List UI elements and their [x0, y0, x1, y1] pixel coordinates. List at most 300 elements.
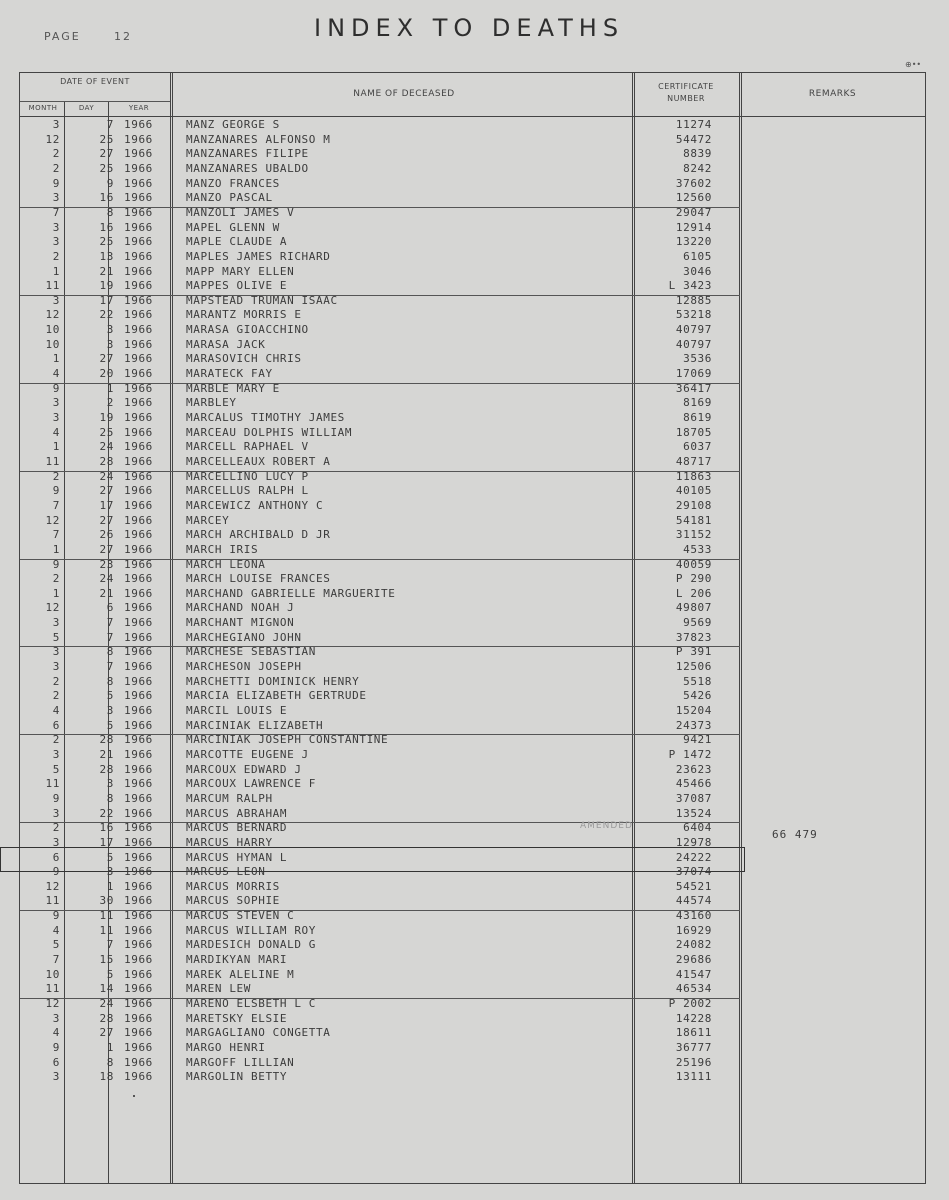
cell-month: 12: [45, 132, 60, 146]
cell-day: 27: [99, 513, 114, 527]
cell-year: 1966: [124, 118, 153, 131]
cell-certificate: 37602: [675, 176, 712, 190]
cell-certificate: 8619: [683, 411, 712, 424]
cell-day: 17: [99, 498, 114, 512]
cell-year: 1966: [124, 264, 153, 278]
cell-day: 8: [106, 674, 114, 688]
page-label: PAGE: [44, 30, 81, 43]
cell-name: MANZO FRANCES: [186, 176, 280, 190]
cell-year: 1966: [124, 279, 153, 293]
cell-name: MARBLEY: [186, 396, 237, 410]
cell-month: 7: [52, 528, 60, 542]
cell-day: 14: [99, 982, 114, 996]
table-row: [20, 807, 740, 822]
cell-day: 26: [99, 528, 114, 542]
cell-certificate: 43160: [675, 909, 712, 923]
cell-month: 1: [52, 264, 60, 278]
cell-year: 1966: [124, 982, 153, 996]
cell-day: 5: [106, 967, 114, 981]
cell-year: 1966: [124, 132, 153, 146]
cell-certificate: 41547: [675, 967, 712, 981]
table-row: [20, 352, 740, 367]
cell-month: 2: [52, 689, 60, 703]
table-row: [20, 792, 740, 807]
cell-day: 25: [99, 425, 114, 439]
cell-day: 22: [99, 308, 114, 322]
cell-name: MARCUS LEON: [186, 865, 266, 879]
cell-day: 7: [106, 118, 114, 131]
cell-certificate: 48717: [675, 454, 712, 468]
table-row: [20, 894, 740, 909]
cell-month: 3: [52, 835, 60, 849]
cell-year: 1966: [124, 953, 153, 967]
cell-certificate: 29686: [675, 953, 712, 967]
cell-name: MAPLE CLAUDE A: [186, 235, 288, 249]
table-row: [20, 601, 740, 616]
table-row: [20, 191, 740, 206]
header-day: DAY: [78, 104, 95, 112]
cell-year: 1966: [124, 542, 153, 556]
cell-year: 1966: [124, 865, 153, 879]
cell-day: 27: [99, 352, 114, 366]
table-row: [20, 235, 740, 250]
cell-year: 1966: [124, 176, 153, 190]
cell-month: 2: [52, 572, 60, 586]
table-row: [20, 645, 740, 660]
cell-month: 9: [52, 484, 60, 498]
cell-year: 1966: [124, 879, 153, 893]
table-row: [20, 484, 740, 499]
cell-day: 27: [99, 1026, 114, 1040]
cell-day: 1: [106, 1040, 114, 1054]
cell-year: 1966: [124, 938, 153, 952]
cell-month: 3: [52, 118, 60, 131]
cell-month: 7: [52, 205, 60, 219]
cell-certificate: 44574: [675, 894, 712, 908]
cell-certificate: 29047: [675, 205, 712, 219]
cell-month: 7: [52, 953, 60, 967]
table-row: [20, 704, 740, 719]
table-row: [20, 880, 740, 895]
cell-name: MARCHEGIANO JOHN: [186, 630, 302, 644]
cell-certificate: 11274: [675, 118, 712, 131]
cell-certificate: 6105: [683, 249, 712, 263]
cell-year: 1966: [124, 381, 153, 395]
cell-day: 3: [106, 777, 114, 791]
table-row: [20, 938, 740, 953]
cell-day: 11: [99, 909, 114, 923]
table-row: [20, 1012, 740, 1027]
cell-month: 9: [52, 865, 60, 879]
cell-year: 1966: [124, 718, 153, 732]
cell-day: 20: [99, 367, 114, 381]
cell-name: MARBLE MARY E: [186, 381, 280, 395]
cell-year: 1966: [124, 220, 153, 234]
table-row: [20, 558, 740, 573]
cell-month: 6: [52, 850, 60, 864]
cell-certificate: 18611: [675, 1026, 712, 1040]
cell-certificate: 16929: [675, 923, 712, 937]
table-row: [20, 1070, 740, 1085]
table-row: [20, 616, 740, 631]
cell-certificate: 11863: [675, 469, 712, 483]
cell-certificate: 8839: [683, 147, 712, 161]
cell-year: 1966: [124, 249, 153, 263]
table-row: [20, 631, 740, 646]
cell-certificate: 54472: [675, 132, 712, 146]
cell-day: 8: [106, 791, 114, 805]
cell-year: 1966: [124, 323, 153, 337]
table-row: [20, 440, 740, 455]
cell-name: MARCINIAK ELIZABETH: [186, 718, 324, 732]
cell-year: 1966: [124, 835, 153, 849]
cell-certificate: 13111: [675, 1070, 712, 1084]
cell-name: MARCH ARCHIBALD D JR: [186, 528, 331, 542]
cell-day: 2: [106, 396, 114, 410]
cell-day: 24: [99, 997, 114, 1010]
table-row: [20, 382, 740, 397]
cell-day: 24: [99, 440, 114, 454]
cell-year: 1966: [124, 440, 153, 454]
cell-year: 1966: [124, 689, 153, 703]
table-row: [20, 924, 740, 939]
cell-month: 3: [52, 220, 60, 234]
cell-certificate: L 206: [675, 586, 712, 600]
cell-day: 30: [99, 894, 114, 908]
cell-month: 9: [52, 381, 60, 395]
cell-year: 1966: [124, 367, 153, 381]
cell-certificate: 4533: [683, 542, 712, 556]
table-row: [20, 733, 740, 748]
header-date-of-event: DATE OF EVENT: [60, 77, 130, 86]
cell-name: MARATECK FAY: [186, 367, 273, 381]
cell-name: MARANTZ MORRIS E: [186, 308, 302, 322]
cell-certificate: 40797: [675, 337, 712, 351]
cell-day: 16: [99, 220, 114, 234]
cell-month: 10: [45, 323, 60, 337]
cell-month: 11: [45, 777, 60, 791]
cell-name: MARCUS BERNARD: [186, 821, 288, 835]
cell-year: 1966: [124, 454, 153, 468]
table-row: [20, 206, 740, 221]
cell-day: 21: [99, 264, 114, 278]
cell-year: 1966: [124, 586, 153, 600]
cell-year: 1966: [124, 205, 153, 219]
table-row: [20, 396, 740, 411]
cell-name: MARCELLUS RALPH L: [186, 484, 309, 498]
cell-month: 5: [52, 938, 60, 952]
cell-name: MAPSTEAD TRUMAN ISAAC: [186, 293, 338, 307]
cell-name: MARCEY: [186, 513, 230, 527]
cell-day: 17: [99, 835, 114, 849]
cell-certificate: 40105: [675, 484, 712, 498]
cell-certificate: 12560: [675, 191, 712, 205]
cell-certificate: 9569: [683, 616, 712, 630]
cell-name: MARETSKY ELSIE: [186, 1011, 288, 1025]
cell-day: 25: [99, 161, 114, 175]
cell-month: 12: [45, 513, 60, 527]
cell-month: 6: [52, 718, 60, 732]
cell-day: 9: [106, 176, 114, 190]
cell-day: 8: [106, 1055, 114, 1069]
table-row: [20, 514, 740, 529]
table-row: [20, 177, 740, 192]
cell-day: 3: [106, 323, 114, 337]
cell-certificate: 40059: [675, 557, 712, 571]
page-number: 12: [114, 30, 132, 43]
cell-month: 9: [52, 1040, 60, 1054]
cell-name: MARCINIAK JOSEPH CONSTANTINE: [186, 733, 389, 747]
highlight-box: [0, 847, 745, 872]
cell-certificate: 54181: [675, 513, 712, 527]
cell-month: 2: [52, 147, 60, 161]
cell-name: MAPPES OLIVE E: [186, 279, 288, 293]
cell-year: 1966: [124, 161, 153, 175]
header-certificate: CERTIFICATE NUMBER: [658, 82, 714, 103]
cell-name: MARCUM RALPH: [186, 791, 273, 805]
cell-certificate: P 1472: [668, 747, 712, 761]
cell-day: 7: [106, 616, 114, 630]
table-row: [20, 1056, 740, 1071]
cell-month: 12: [45, 308, 60, 322]
cell-name: MARCH LEONA: [186, 557, 266, 571]
cell-year: 1966: [124, 498, 153, 512]
cell-month: 3: [52, 645, 60, 659]
cell-month: 5: [52, 630, 60, 644]
cell-year: 1966: [124, 601, 153, 615]
table-row: [20, 777, 740, 792]
cell-month: 2: [52, 161, 60, 175]
cell-certificate: 14228: [675, 1011, 712, 1025]
cell-certificate: 24222: [675, 850, 712, 864]
cell-certificate: 13524: [675, 806, 712, 820]
cell-name: MARCHAND GABRIELLE MARGUERITE: [186, 586, 396, 600]
cell-month: 9: [52, 176, 60, 190]
cell-day: 25: [99, 235, 114, 249]
cell-name: MARCHAND NOAH J: [186, 601, 295, 615]
cell-certificate: 24082: [675, 938, 712, 952]
table-row: [20, 572, 740, 587]
remark-bernard: 66 479: [772, 828, 818, 841]
cell-year: 1966: [124, 762, 153, 776]
cell-year: 1966: [124, 572, 153, 586]
table-row: [20, 221, 740, 236]
cell-certificate: 53218: [675, 308, 712, 322]
cell-day: 21: [99, 586, 114, 600]
cell-day: 21: [99, 747, 114, 761]
cell-certificate: 31152: [675, 528, 712, 542]
cell-year: 1966: [124, 733, 153, 747]
cell-year: 1966: [124, 147, 153, 161]
cell-day: 6: [106, 601, 114, 615]
cell-name: MARASA JACK: [186, 337, 266, 351]
cell-day: 28: [99, 733, 114, 747]
cell-certificate: P 290: [675, 572, 712, 586]
cell-month: 3: [52, 396, 60, 410]
cell-year: 1966: [124, 293, 153, 307]
cell-certificate: 25196: [675, 1055, 712, 1069]
cell-month: 2: [52, 821, 60, 835]
cell-name: MARCUS ABRAHAM: [186, 806, 288, 820]
table-row: [20, 367, 740, 382]
cell-name: MARDIKYAN MARI: [186, 953, 288, 967]
cell-name: MARCEWICZ ANTHONY C: [186, 498, 324, 512]
cell-month: 3: [52, 806, 60, 820]
cell-certificate: 5426: [683, 689, 712, 703]
amended-stamp: AMENDED: [580, 821, 633, 831]
cell-certificate: 3536: [683, 352, 712, 366]
cell-month: 11: [45, 454, 60, 468]
cell-name: MAREK ALELINE M: [186, 967, 295, 981]
cell-day: 24: [99, 469, 114, 483]
cell-month: 3: [52, 235, 60, 249]
cell-year: 1966: [124, 352, 153, 366]
cell-name: MARENO ELSBETH L C: [186, 997, 317, 1010]
cell-name: MARCELLEAUX ROBERT A: [186, 454, 331, 468]
cell-name: MAREN LEW: [186, 982, 252, 996]
cell-certificate: 15204: [675, 704, 712, 717]
cell-certificate: 29108: [675, 498, 712, 512]
cell-month: 12: [45, 601, 60, 615]
cell-year: 1966: [124, 967, 153, 981]
cell-day: 3: [106, 337, 114, 351]
table-row: [20, 719, 740, 734]
cell-name: MANZANARES ALFONSO M: [186, 132, 331, 146]
cell-name: MARCELLINO LUCY P: [186, 469, 309, 483]
cell-day: 5: [106, 689, 114, 703]
cell-certificate: 8169: [683, 396, 712, 410]
cell-day: 7: [106, 660, 114, 674]
cell-day: 17: [99, 293, 114, 307]
cell-month: 3: [52, 411, 60, 424]
cell-month: 2: [52, 249, 60, 263]
cell-year: 1966: [124, 191, 153, 205]
cell-certificate: 9421: [683, 733, 712, 747]
cell-certificate: 8242: [683, 161, 712, 175]
cell-day: 5: [106, 850, 114, 864]
cell-name: MAPP MARY ELLEN: [186, 264, 295, 278]
cell-certificate: 6404: [683, 821, 712, 835]
cell-name: MARCUS WILLIAM ROY: [186, 923, 317, 937]
table-row: [20, 455, 740, 470]
cell-year: 1966: [124, 660, 153, 674]
cell-month: 1: [52, 440, 60, 454]
cell-name: MANZANARES UBALDO: [186, 161, 309, 175]
cell-name: MARCUS HYMAN L: [186, 850, 288, 864]
cell-day: 3: [106, 704, 114, 717]
cell-name: MARGAGLIANO CONGETTA: [186, 1026, 331, 1040]
cell-certificate: P 391: [675, 645, 712, 659]
table-row: [20, 279, 740, 294]
cell-month: 3: [52, 1011, 60, 1025]
cell-day: 13: [99, 249, 114, 263]
cell-name: MARCH IRIS: [186, 542, 259, 556]
table-row: [20, 968, 740, 983]
cell-month: 1: [52, 586, 60, 600]
cell-day: 22: [99, 806, 114, 820]
cell-month: 3: [52, 191, 60, 205]
cell-year: 1966: [124, 337, 153, 351]
cell-month: 3: [52, 660, 60, 674]
cell-certificate: 37823: [675, 630, 712, 644]
cell-year: 1966: [124, 1011, 153, 1025]
cell-month: 7: [52, 498, 60, 512]
cell-month: 3: [52, 747, 60, 761]
cell-year: 1966: [124, 645, 153, 659]
table-row: [20, 953, 740, 968]
cell-day: 1: [106, 381, 114, 395]
cell-name: MARCELL RAPHAEL V: [186, 440, 309, 454]
cell-month: 9: [52, 909, 60, 923]
cell-year: 1966: [124, 894, 153, 908]
cell-certificate: 54521: [675, 879, 712, 893]
cell-name: MARCOUX LAWRENCE F: [186, 777, 317, 791]
cell-year: 1966: [124, 777, 153, 791]
cell-name: MANZ GEORGE S: [186, 118, 280, 131]
cell-year: 1966: [124, 704, 153, 717]
table-row: [20, 763, 740, 778]
cell-name: MARASOVICH CHRIS: [186, 352, 302, 366]
cell-month: 4: [52, 425, 60, 439]
cell-month: 6: [52, 1055, 60, 1069]
cell-name: MANZOLI JAMES V: [186, 205, 295, 219]
cell-certificate: 46534: [675, 982, 712, 996]
cell-certificate: 17069: [675, 367, 712, 381]
table-row: [20, 499, 740, 514]
cell-day: 24: [99, 572, 114, 586]
cell-year: 1966: [124, 235, 153, 249]
cell-name: MARCALUS TIMOTHY JAMES: [186, 411, 345, 424]
cell-name: MARCUS HARRY: [186, 835, 273, 849]
cell-day: 8: [106, 645, 114, 659]
cell-year: 1966: [124, 513, 153, 527]
cell-certificate: 12506: [675, 660, 712, 674]
cell-month: 3: [52, 1070, 60, 1084]
cell-certificate: 13220: [675, 235, 712, 249]
cell-certificate: 40797: [675, 323, 712, 337]
cell-year: 1966: [124, 821, 153, 835]
cell-name: MARGOLIN BETTY: [186, 1070, 288, 1084]
cell-year: 1966: [124, 411, 153, 424]
table-row: [20, 294, 740, 309]
table-row: [20, 660, 740, 675]
cell-name: MARASA GIOACCHINO: [186, 323, 309, 337]
table-row: [20, 162, 740, 177]
cell-month: 12: [45, 997, 60, 1010]
cell-year: 1966: [124, 997, 153, 1010]
cell-day: 19: [99, 411, 114, 424]
cell-day: 19: [99, 279, 114, 293]
cell-month: 4: [52, 704, 60, 717]
cell-name: MARCIL LOUIS E: [186, 704, 288, 717]
cell-day: 15: [99, 953, 114, 967]
cell-name: MARCOTTE EUGENE J: [186, 747, 309, 761]
cell-day: 7: [106, 630, 114, 644]
cell-certificate: 23623: [675, 762, 712, 776]
table-row: [20, 1026, 740, 1041]
cell-certificate: P 2002: [668, 997, 712, 1010]
cell-certificate: 5518: [683, 674, 712, 688]
cell-day: 11: [99, 923, 114, 937]
cell-name: MARGO HENRI: [186, 1040, 266, 1054]
header-year: YEAR: [128, 104, 150, 112]
cell-month: 3: [52, 293, 60, 307]
cell-certificate: 18705: [675, 425, 712, 439]
table-row: [20, 675, 740, 690]
cell-day: 27: [99, 484, 114, 498]
table-row: [20, 982, 740, 997]
table-row: [20, 909, 740, 924]
